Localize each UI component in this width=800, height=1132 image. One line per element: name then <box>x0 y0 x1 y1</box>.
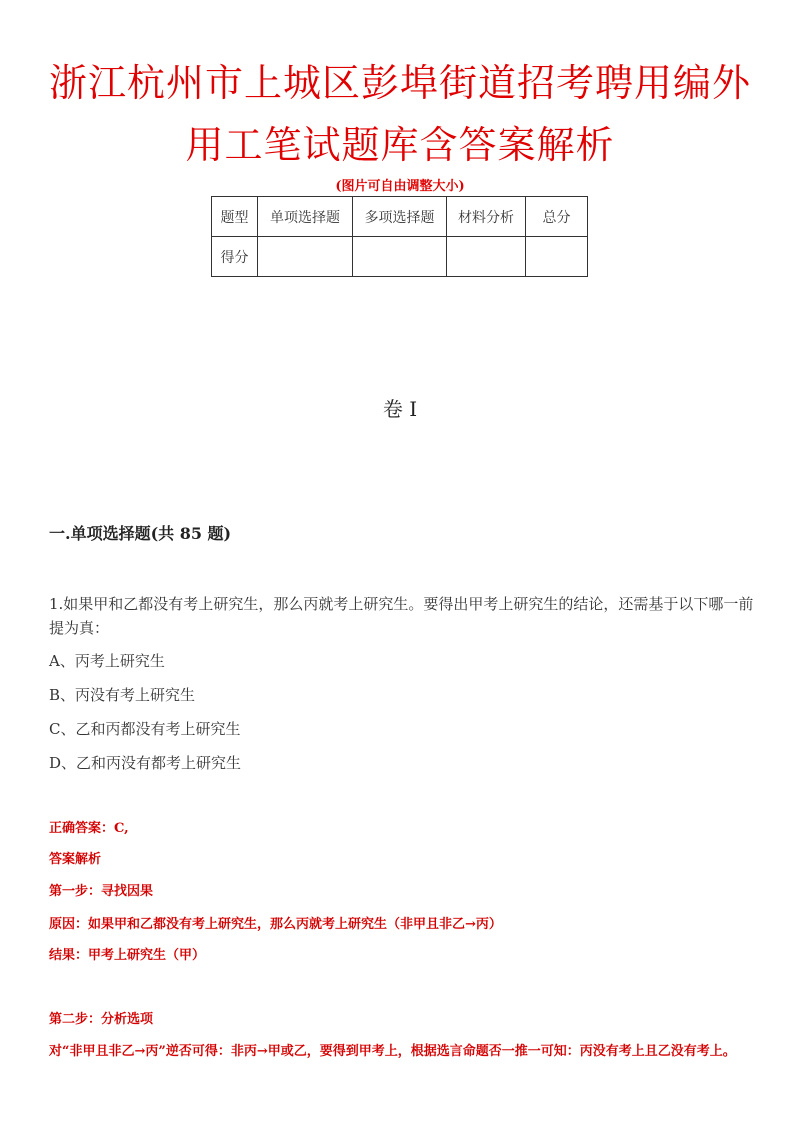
option-b: B、丙没有考上研究生 <box>49 686 196 704</box>
step-1-title: 第一步：寻找因果 <box>49 884 154 899</box>
title-line-2: 用工笔试题库含答案解析 <box>185 123 615 167</box>
header-cell-material-analysis: 材料分析 <box>447 197 526 237</box>
score-table <box>211 196 588 277</box>
option-a: A、丙考上研究生 <box>49 652 165 670</box>
score-row-label: 得分 <box>212 237 258 277</box>
score-cell-empty <box>526 237 588 277</box>
step-2-text: 对“非甲且非乙→丙”逆否可得：非丙→甲或乙，要得到甲考上，根据选言命题否一推一可知：丙没有考上且乙没有考上。 <box>49 1044 736 1059</box>
document-title <box>40 52 760 176</box>
score-cell-empty <box>258 237 353 277</box>
correct-answer: 正确答案：C, <box>49 821 129 836</box>
result-text: 结果：甲考上研究生（甲） <box>49 948 206 963</box>
score-table-header-row <box>212 197 588 237</box>
header-cell-type: 题型 <box>212 197 258 237</box>
title-line-1: 浙江杭州市上城区彭埠街道招考聘用编外 <box>48 61 751 105</box>
reason-text: 原因：如果甲和乙都没有考上研究生，那么丙就考上研究生（非甲且非乙→丙） <box>49 917 502 932</box>
score-cell-empty <box>447 237 526 277</box>
header-cell-total: 总分 <box>526 197 588 237</box>
section-title: 一.单项选择题(共 85 题) <box>49 524 232 543</box>
score-cell-empty <box>353 237 447 277</box>
question-text: 1.如果甲和乙都没有考上研究生，那么丙就考上研究生。要得出甲考上研究生的结论，还需基于以下哪一前提为真： <box>49 595 754 637</box>
option-c: C、乙和丙都没有考上研究生 <box>49 720 241 738</box>
subtitle: (图片可自由调整大小) <box>335 179 465 194</box>
step-2-title: 第二步：分析选项 <box>49 1012 154 1027</box>
option-d: D、乙和丙没有都考上研究生 <box>49 754 242 772</box>
volume-label: 卷 I <box>382 397 418 421</box>
score-table-score-row <box>212 237 588 277</box>
analysis-title: 答案解析 <box>49 852 102 867</box>
header-cell-multiple-choice: 多项选择题 <box>353 197 447 237</box>
header-cell-single-choice: 单项选择题 <box>258 197 353 237</box>
